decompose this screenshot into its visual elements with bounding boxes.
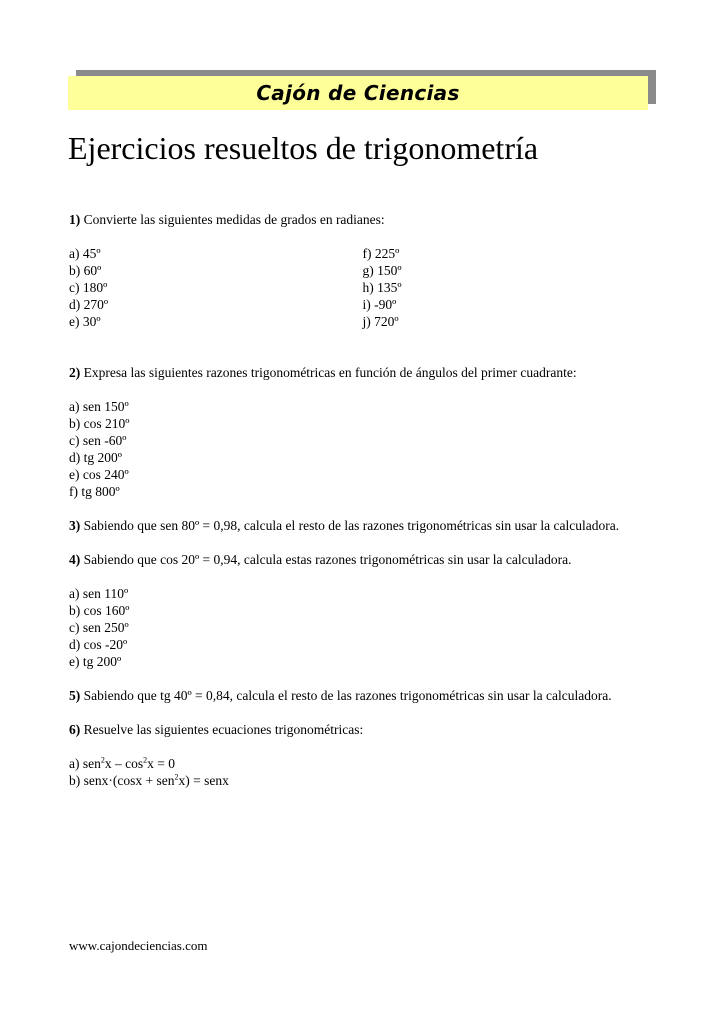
- list-item: c) sen 250º: [69, 620, 129, 635]
- list-item: d) cos -20º: [69, 637, 128, 652]
- list-item: g) 150º: [362, 263, 402, 278]
- exercise-1-column-right: [363, 245, 657, 330]
- list-item: e) tg 200º: [69, 654, 122, 669]
- list-item: b) 60º: [69, 263, 102, 278]
- footer-url: www.cajondeciencias.com: [69, 938, 208, 953]
- exercise-6-text: Resuelve las siguientes ecuaciones trigonométricas:: [83, 722, 364, 737]
- exercise-4-statement: [69, 551, 656, 568]
- exercise-1-column-left: [69, 245, 363, 330]
- list-item: f) 225º: [362, 246, 400, 261]
- exercise-3-statement: [69, 517, 656, 534]
- exercise-1-text: Convierte las siguientes medidas de grados en radianes:: [83, 212, 385, 227]
- exercise-6-equations: [69, 755, 656, 789]
- page-title: Ejercicios resueltos de trigonometría: [68, 130, 539, 166]
- exercise-sheet: [69, 211, 656, 806]
- exercise-3-number: 3): [69, 518, 81, 533]
- exercise-2-items: [69, 398, 656, 500]
- list-item: a) 45º: [69, 246, 101, 261]
- list-item: a) sen 150º: [69, 399, 129, 414]
- exercise-1-items: [69, 245, 656, 330]
- list-item: i) -90º: [362, 297, 397, 312]
- site-banner: [68, 76, 648, 110]
- list-item: c) 180º: [69, 280, 108, 295]
- exercise-2-statement: [69, 364, 656, 381]
- banner-title: Cajón de Ciencias: [256, 81, 460, 105]
- list-item: e) 30º: [69, 314, 101, 329]
- equation-b: b) senx·(cosx + sen$^2$x) = senx: [69, 772, 229, 788]
- list-item: h) 135º: [362, 280, 402, 295]
- list-item: j) 720º: [362, 314, 399, 329]
- exercise-4-items: [69, 585, 656, 670]
- exercise-4-number: 4): [69, 552, 81, 567]
- exercise-5-statement: [69, 687, 656, 704]
- exercise-2-text: Expresa las siguientes razones trigonométricas en función de ángulos del primer cuadrante:: [83, 365, 577, 380]
- exercise-5-text: Sabiendo que tg 40º = 0,84, calcula el resto de las razones trigonométricas sin usar la calculadora.: [83, 688, 612, 703]
- list-item: f) tg 800º: [69, 484, 120, 499]
- list-item: a) sen 110º: [69, 586, 129, 601]
- list-item: d) 270º: [69, 297, 109, 312]
- exercise-6-statement: [69, 721, 656, 738]
- exercise-1-statement: [69, 211, 656, 228]
- list-item: e) cos 240º: [69, 467, 129, 482]
- exercise-4-text: Sabiendo que cos 20º = 0,94, calcula estas razones trigonométricas sin usar la calculadora.: [83, 552, 572, 567]
- exercise-6-number: 6): [69, 722, 81, 737]
- list-item: b) cos 210º: [69, 416, 130, 431]
- list-item: c) sen -60º: [69, 433, 127, 448]
- exercise-2-number: 2): [69, 365, 81, 380]
- list-item: b) cos 160º: [69, 603, 130, 618]
- equation-a: a) $sen^2x - \cos^2x = 0$: [69, 755, 175, 771]
- exercise-5-number: 5): [69, 688, 81, 703]
- exercise-1-number: 1): [69, 212, 81, 227]
- exercise-3-text: Sabiendo que sen 80º = 0,98, calcula el resto de las razones trigonométricas sin usar la calculadora.: [83, 518, 620, 533]
- list-item: d) tg 200º: [69, 450, 122, 465]
